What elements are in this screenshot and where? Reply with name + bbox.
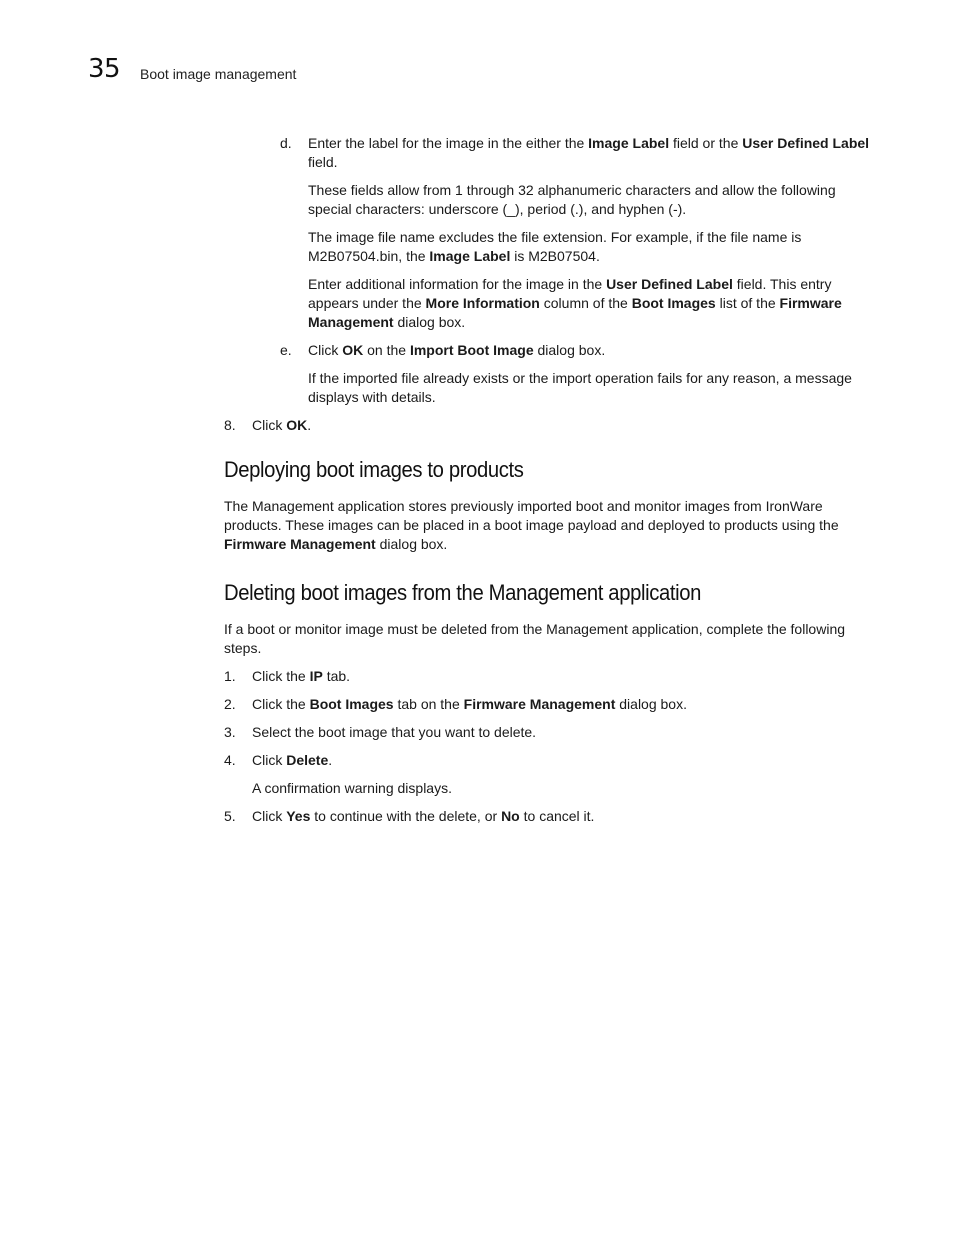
chapter-number: 35: [88, 54, 121, 84]
chapter-title: Boot image management: [140, 66, 297, 82]
delete-step-1: 1. Click the IP tab.: [224, 668, 351, 684]
step-d: d. Enter the label for the image in the either the Image Label field or the User Defined Label field.: [280, 135, 870, 170]
step-d-note-filename: The image file name excludes the file extension. For example, if the file name is M2B07504.bin, the Image Label is M2B07504.: [308, 229, 802, 264]
step-marker: 3.: [224, 724, 236, 740]
delete-step-2: 2. Click the Boot Images tab on the Firmware Management dialog box.: [224, 696, 687, 712]
step-marker: 4.: [224, 752, 236, 768]
step-marker: e.: [280, 342, 292, 358]
step-marker: 2.: [224, 696, 236, 712]
step-marker: 5.: [224, 808, 236, 824]
step-d-note-fields: These fields allow from 1 through 32 alphanumeric characters and allow the following special characters: underscore (_), period (.), and hyphen (-).: [308, 182, 836, 217]
step-e-note: If the imported file already exists or the import operation fails for any reason, a message displays with details.: [308, 370, 852, 405]
page-content: [224, 134, 874, 835]
section-heading-deleting: Deleting boot images from the Management application: [224, 580, 702, 605]
delete-intro: If a boot or monitor image must be deleted from the Management application, complete the following steps.: [224, 621, 846, 656]
delete-step-5: 5. Click Yes to continue with the delete, or No to cancel it.: [224, 808, 595, 824]
step-marker: d.: [280, 135, 292, 151]
delete-step-4-note: A confirmation warning displays.: [252, 780, 452, 796]
delete-step-4: 4. Click Delete.: [224, 752, 333, 768]
deploy-body: The Management application stores previously imported boot and monitor images from IronWare products. These images can be placed in a boot image payload and deployed to products using the Firmware Management dialog box.: [224, 498, 839, 552]
step-d-note-additional: Enter additional information for the image in the User Defined Label field. This entry appears under the More Information column of the Boot Images list of the Firmware Management dialog box.: [308, 276, 842, 330]
section-heading-deploying: Deploying boot images to products: [224, 457, 524, 482]
step-marker: 8.: [224, 417, 236, 433]
step-8: 8. Click OK.: [224, 417, 312, 433]
step-marker: 1.: [224, 668, 236, 684]
step-e: e. Click OK on the Import Boot Image dialog box.: [280, 342, 606, 358]
delete-step-3: 3. Select the boot image that you want to delete.: [224, 724, 537, 740]
